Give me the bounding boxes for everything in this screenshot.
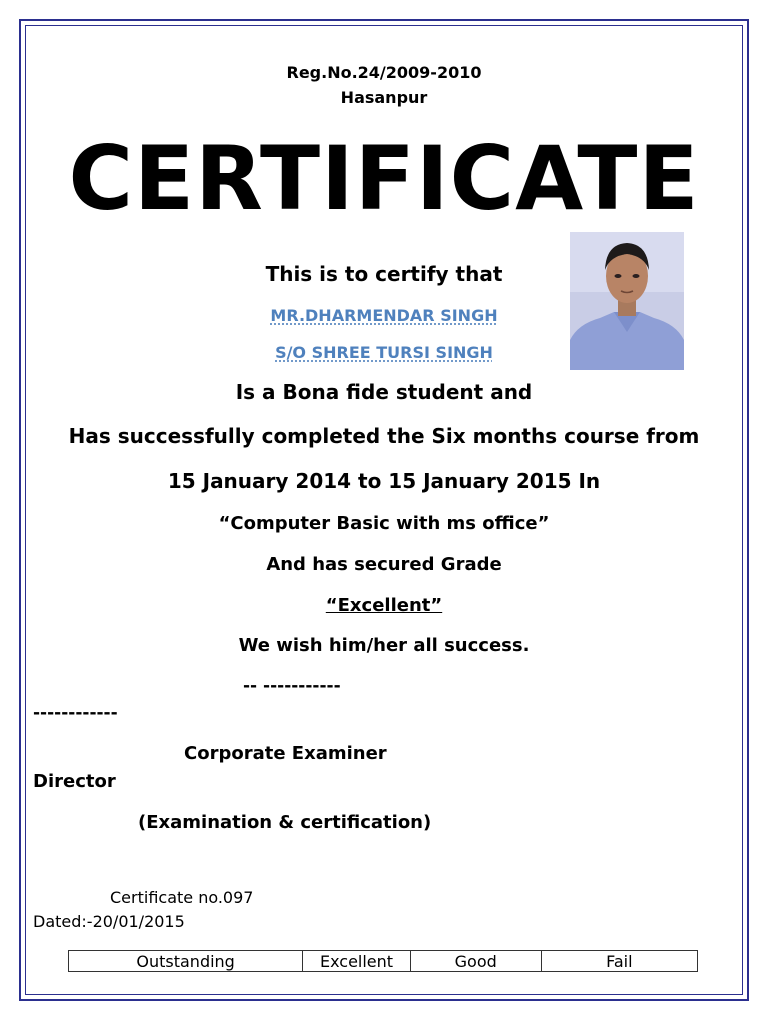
grade-cell-outstanding: Outstanding xyxy=(69,951,303,972)
certificate-date: Dated:-20/01/2015 xyxy=(33,912,185,931)
director-title: Director xyxy=(33,771,116,792)
signature-line-left: ------------ xyxy=(33,703,118,723)
registration-number: Reg.No.24/2009-2010 xyxy=(286,63,482,82)
grade-cell-fail: Fail xyxy=(541,951,697,972)
certificate-number: Certificate no.097 xyxy=(110,888,254,907)
bona-fide-line: Is a Bona fide student and xyxy=(235,380,533,404)
grade-cell-good: Good xyxy=(410,951,541,972)
wish-line: We wish him/her all success. xyxy=(238,635,530,656)
student-name: MR.DHARMENDAR SINGH xyxy=(270,306,498,325)
completed-course-line: Has successfully completed the Six months course from xyxy=(68,424,700,448)
certify-line: This is to certify that xyxy=(265,262,503,286)
grade-cell-excellent: Excellent xyxy=(303,951,411,972)
grade-line: And has secured Grade xyxy=(266,554,502,575)
examiner-title: Corporate Examiner xyxy=(184,743,387,764)
parent-name: S/O SHREE TURSI SINGH xyxy=(275,343,493,362)
place-name: Hasanpur xyxy=(340,88,428,107)
course-name: “Computer Basic with ms office” xyxy=(218,513,550,534)
signature-line-center: -- ----------- xyxy=(243,676,341,696)
grade-table-row xyxy=(69,951,698,972)
examination-certification-label: (Examination & certification) xyxy=(138,812,432,833)
grade-table xyxy=(68,950,698,972)
grade-value: “Excellent” xyxy=(325,595,443,616)
course-dates-line: 15 January 2014 to 15 January 2015 In xyxy=(167,469,601,493)
certificate-title: CERTIFICATE xyxy=(68,127,700,230)
